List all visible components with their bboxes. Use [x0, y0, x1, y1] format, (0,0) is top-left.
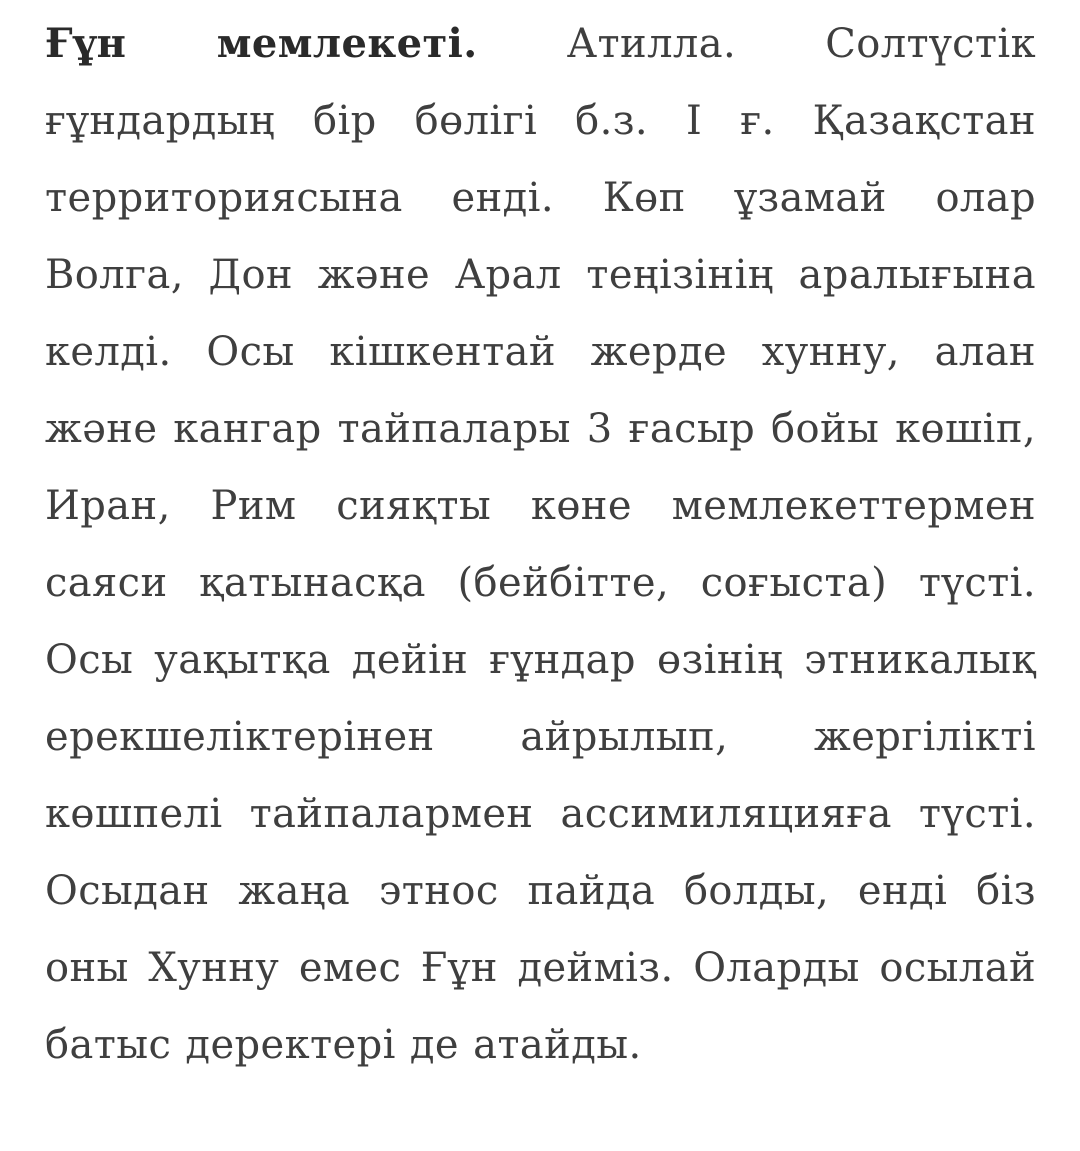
article-title: Ғұн мемлекеті. [45, 20, 478, 67]
article-body: Атилла. Солтүстік ғұндардың бір бөлігі б.з. І ғ. Қазақстан территориясына енді. Көп ұзамай олар Волга, Дон және Арал теңізінің аралығына келді. Осы кішкентай жерде хунну, алан және кангар тайпалары 3 ғасыр бойы көшіп, Иран, Рим сияқты көне мемлекеттермен саяси қатынасқа (бейбітте, соғыста) түсті. Осы уақытқа дейін ғұндар өзінің этникалық ерекшеліктерінен айрылып, жергілікті көшпелі тайпалармен ассимиляцияға түсті. Осыдан жаңа этнос пайда болды, енді біз оны Хунну емес Ғұн дейміз. Оларды осылай батыс деректері де атайды. [45, 21, 1037, 1068]
article-paragraph [45, 0, 1036, 1151]
